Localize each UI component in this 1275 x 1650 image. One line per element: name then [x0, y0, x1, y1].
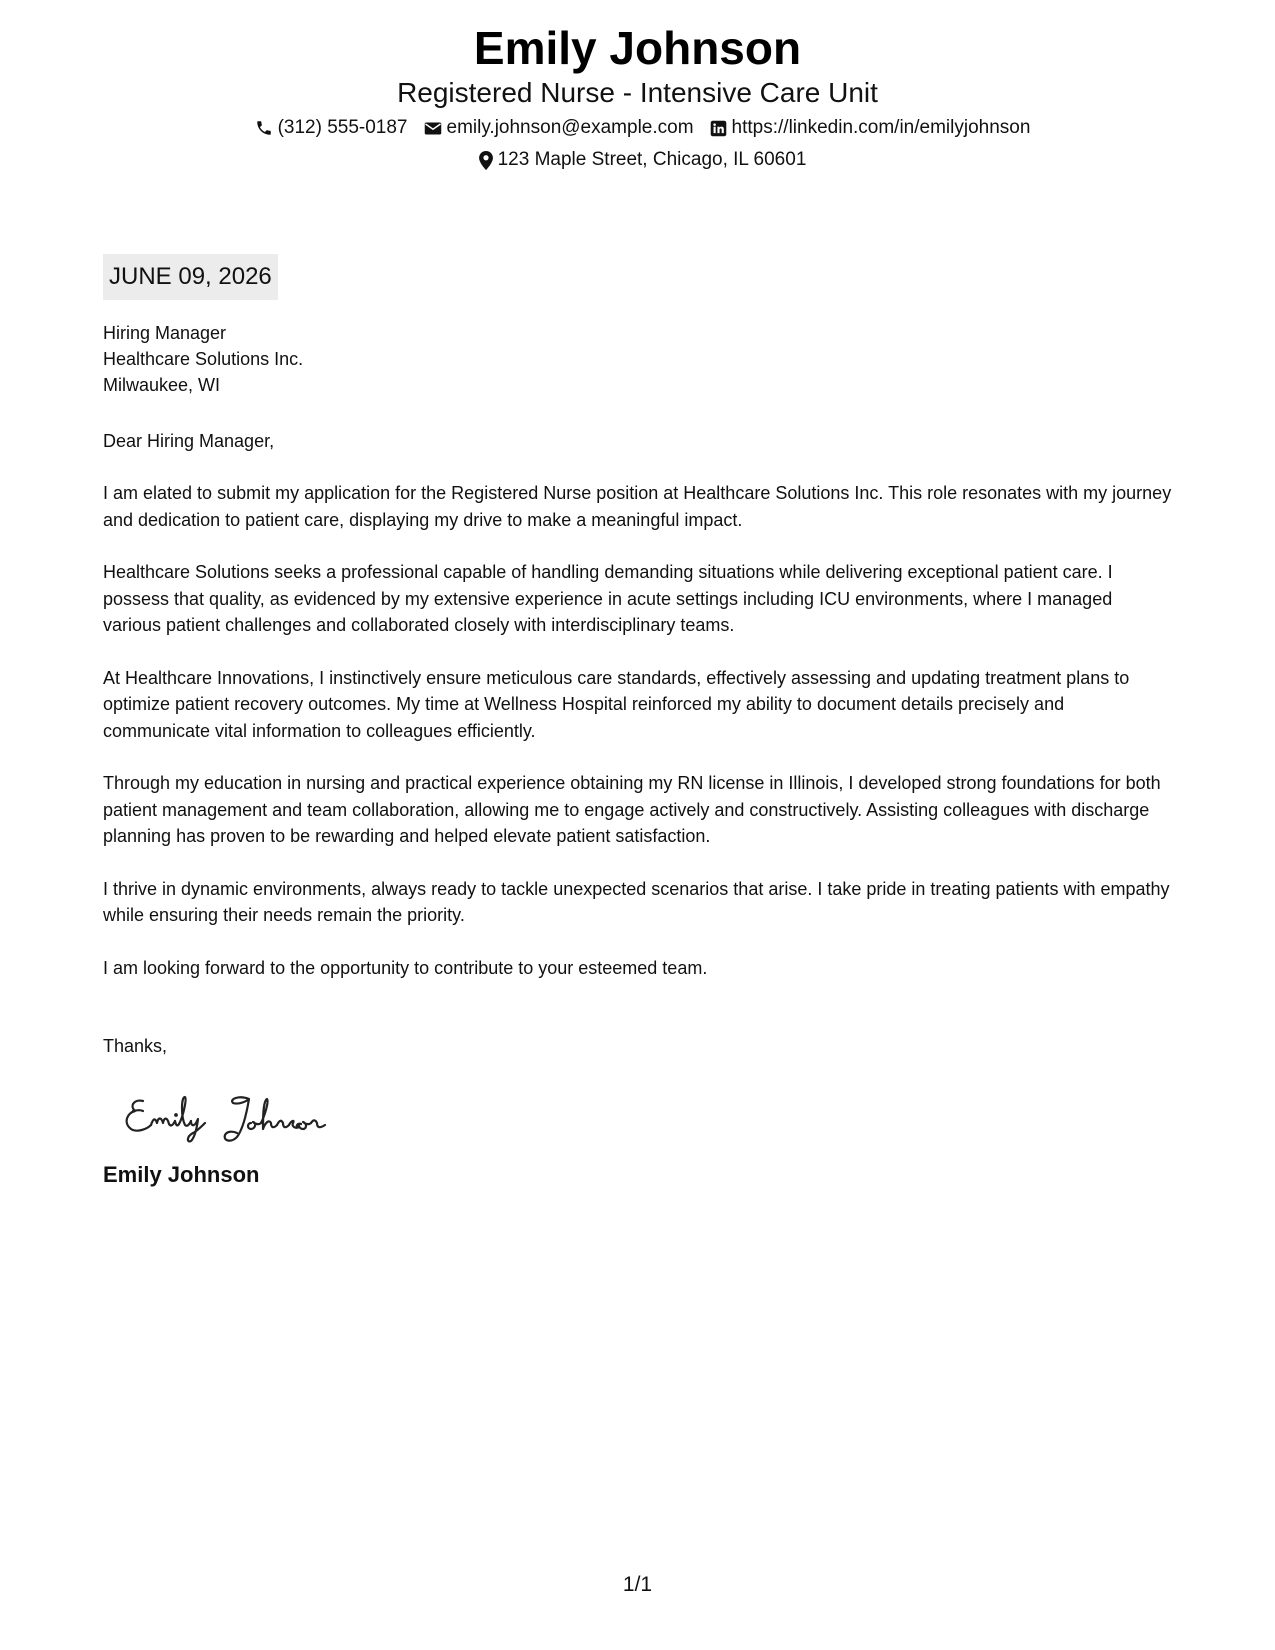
letter-paragraph: At Healthcare Innovations, I instinctively ensure meticulous care standards, effectively assessing and updating treatment plans to optimize patient recovery outcomes. My time at Wellness Hospital reinforced my ability to document details precisely and communicate vital information to colleagues efficiently.	[103, 667, 1130, 741]
closing: Thanks,	[103, 1036, 168, 1056]
letter-header	[0, 0, 1275, 174]
email-text[interactable]: emily.johnson@example.com	[446, 117, 694, 138]
contact-email[interactable]	[424, 114, 694, 142]
phone-icon	[255, 119, 273, 137]
letter-date: JUNE 09, 2026	[103, 254, 278, 300]
letter-paragraph: I thrive in dynamic environments, always ready to tackle unexpected scenarios that arise. I take pride in treating patients with empathy while ensuring their needs remain the priority.	[103, 878, 1170, 925]
linkedin-icon	[710, 120, 727, 137]
phone-text: (312) 555-0187	[277, 117, 408, 138]
contact-row	[0, 114, 1275, 142]
contact-phone	[255, 114, 408, 142]
recipient-line: Hiring Manager	[103, 323, 227, 343]
letter-paragraph: I am looking forward to the opportunity to contribute to your esteemed team.	[103, 957, 708, 978]
applicant-title: Registered Nurse - Intensive Care Unit	[397, 77, 878, 108]
address-text: 123 Maple Street, Chicago, IL 60601	[497, 149, 807, 170]
contact-address	[479, 146, 807, 174]
page-number: 1/1	[622, 1573, 653, 1596]
recipient-line: Healthcare Solutions Inc.	[103, 349, 304, 369]
contact-linkedin[interactable]	[710, 114, 1031, 142]
letter-body	[103, 254, 1173, 1189]
signer-name: Emily Johnson	[103, 1162, 260, 1187]
letter-paragraph: Healthcare Solutions seeks a professional capable of handling demanding situations while delivering exceptional patient care. I possess that quality, as evidenced by my extensive experience in acute settings including ICU environments, where I managed various patient challenges and collaborated closely with interdisciplinary teams.	[103, 562, 1113, 635]
recipient-line: Milwaukee, WI	[103, 375, 221, 395]
handwritten-signature	[121, 1087, 361, 1147]
letter-paragraph: I am elated to submit my application for the Registered Nurse position at Healthcare Solutions Inc. This role resonates with my journey and dedication to patient care, displaying my drive to make a meaningful impact.	[103, 483, 1172, 530]
envelope-icon	[424, 121, 442, 136]
recipient-block	[103, 320, 1173, 398]
address-row	[0, 146, 1275, 174]
salutation: Dear Hiring Manager,	[103, 431, 275, 451]
map-marker-icon	[479, 151, 493, 170]
applicant-name: Emily Johnson	[473, 22, 802, 74]
letter-paragraph: Through my education in nursing and practical experience obtaining my RN license in Illinois, I developed strong foundations for both patient management and team collaboration, allowing me to engage actively and constructively. Assisting colleagues with discharge planning has proven to be rewarding and helped elevate patient satisfaction.	[103, 773, 1161, 846]
linkedin-text[interactable]: https://linkedin.com/in/emilyjohnson	[731, 117, 1031, 138]
